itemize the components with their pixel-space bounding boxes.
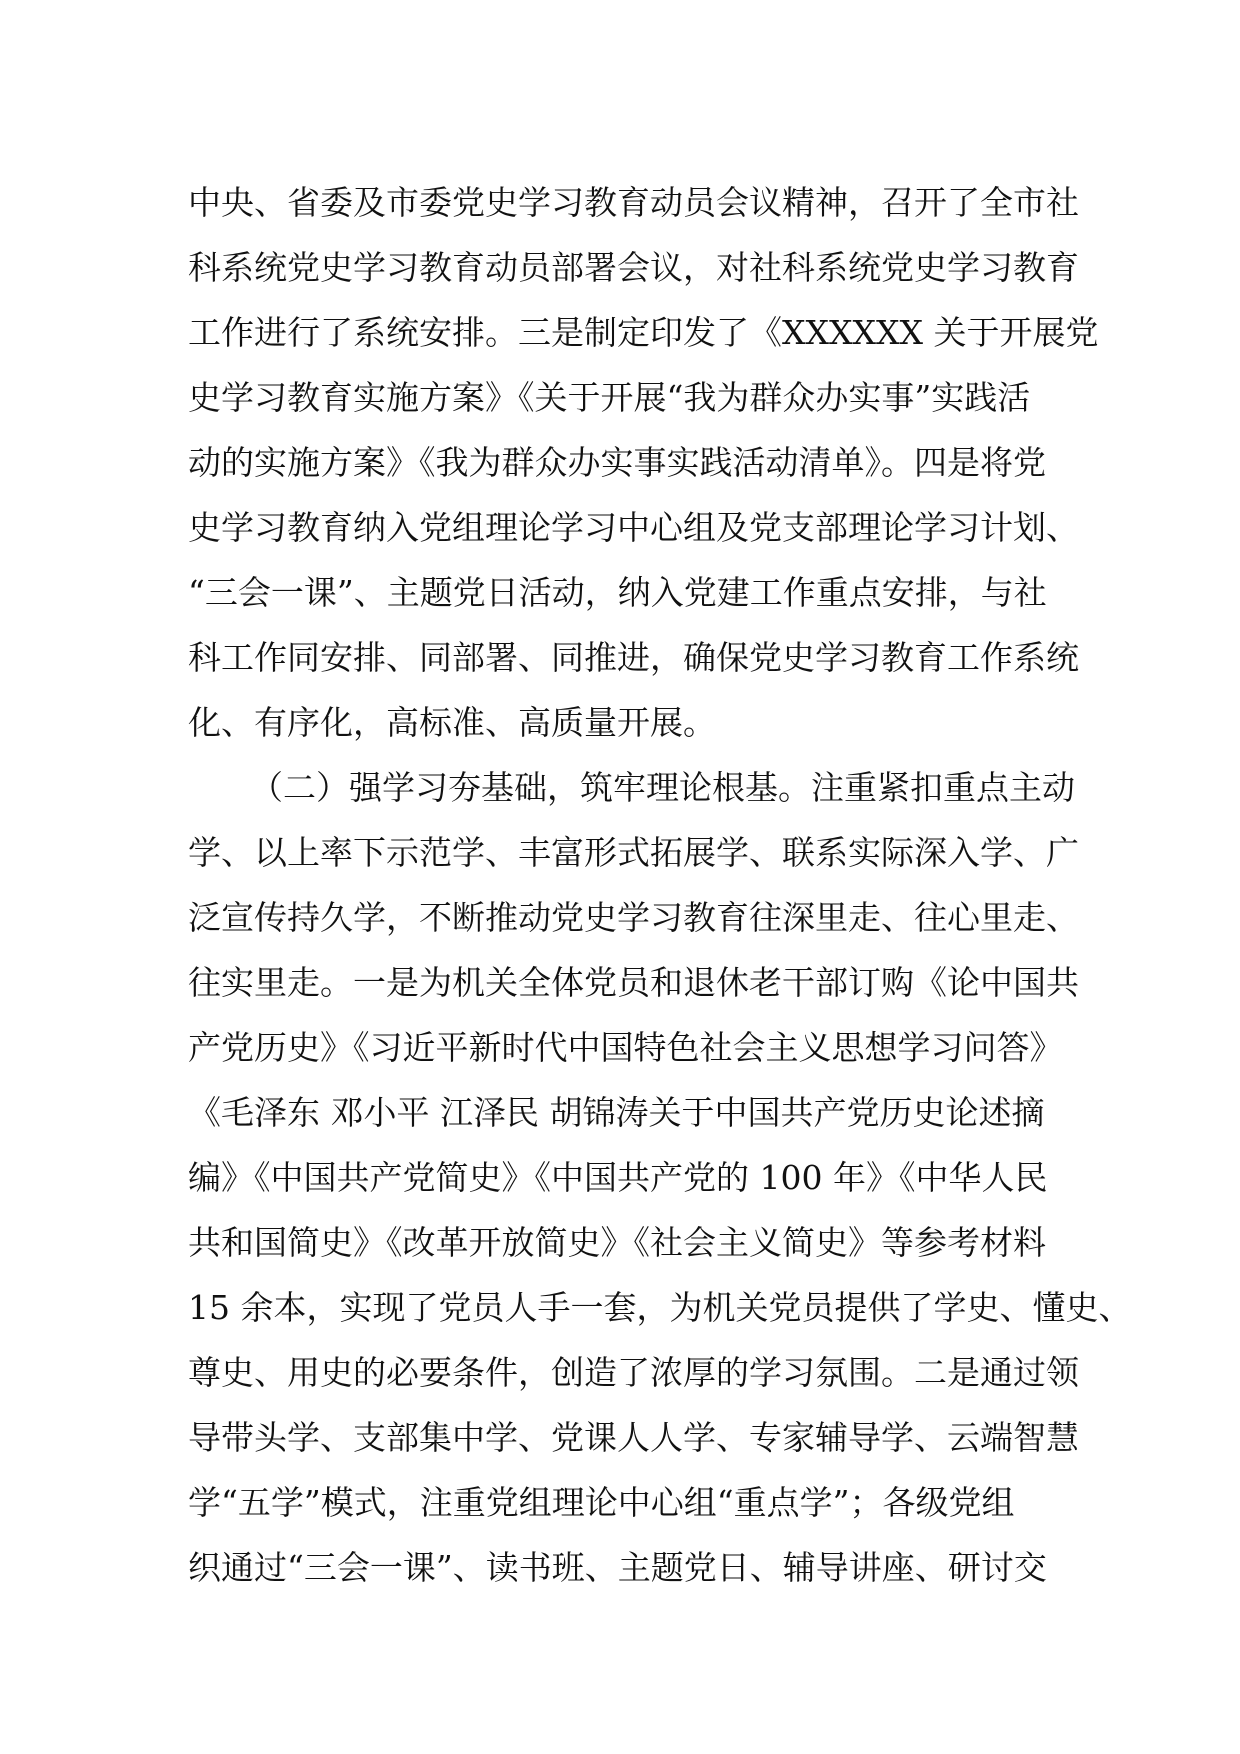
- text-line: 泛宣传持久学，不断推动党史学习教育往深里走、往心里走、: [188, 898, 1079, 937]
- text-line: 15 余本，实现了党员人手一套，为机关党员提供了学史、懂史、: [188, 1288, 1132, 1327]
- text-line: 动的实施方案》《我为群众办实事实践活动清单》。四是将党: [188, 443, 1046, 482]
- text-line: 科工作同安排、同部署、同推进，确保党史学习教育工作系统: [188, 638, 1079, 677]
- text-line: 共和国简史》《改革开放简史》《社会主义简史》等参考材料: [188, 1223, 1046, 1262]
- text-line: 史学习教育纳入党组理论学习中心组及党支部理论学习计划、: [188, 508, 1079, 547]
- text-line: 学、以上率下示范学、丰富形式拓展学、联系实际深入学、广: [188, 833, 1079, 872]
- text-line: 织通过“三会一课”、读书班、主题党日、辅导讲座、研讨交: [188, 1548, 1047, 1587]
- text-line: 中央、省委及市委党史学习教育动员会议精神，召开了全市社: [188, 183, 1079, 222]
- text-line: 往实里走。一是为机关全体党员和退休老干部订购《论中国共: [188, 963, 1079, 1002]
- text-line: 学“五学”模式，注重党组理论中心组“重点学”；各级党组: [188, 1483, 1015, 1522]
- text-line: 史学习教育实施方案》《关于开展“我为群众办实事”实践活: [188, 378, 1031, 417]
- text-line: 产党历史》《习近平新时代中国特色社会主义思想学习问答》: [188, 1028, 1063, 1067]
- text-line: 化、有序化，高标准、高质量开展。: [188, 703, 716, 742]
- document-body: [188, 170, 1132, 1600]
- text-line: 导带头学、支部集中学、党课人人学、专家辅导学、云端智慧: [188, 1418, 1079, 1457]
- text-line: 科系统党史学习教育动员部署会议，对社科系统党史学习教育: [188, 248, 1079, 287]
- text-line: “三会一课”、主题党日活动，纳入党建工作重点安排，与社: [188, 573, 1047, 612]
- text-line: 编》《中国共产党简史》《中国共产党的 100 年》《中华人民: [188, 1158, 1048, 1197]
- text-line: 工作进行了系统安排。三是制定印发了《XXXXXX 关于开展党: [188, 313, 1099, 352]
- section-heading-line: （二）强学习夯基础，筑牢理论根基。注重紧扣重点主动: [250, 768, 1075, 807]
- text-line: 尊史、用史的必要条件，创造了浓厚的学习氛围。二是通过领: [188, 1353, 1079, 1392]
- text-line: 《毛泽东 邓小平 江泽民 胡锦涛关于中国共产党历史论述摘: [188, 1093, 1045, 1132]
